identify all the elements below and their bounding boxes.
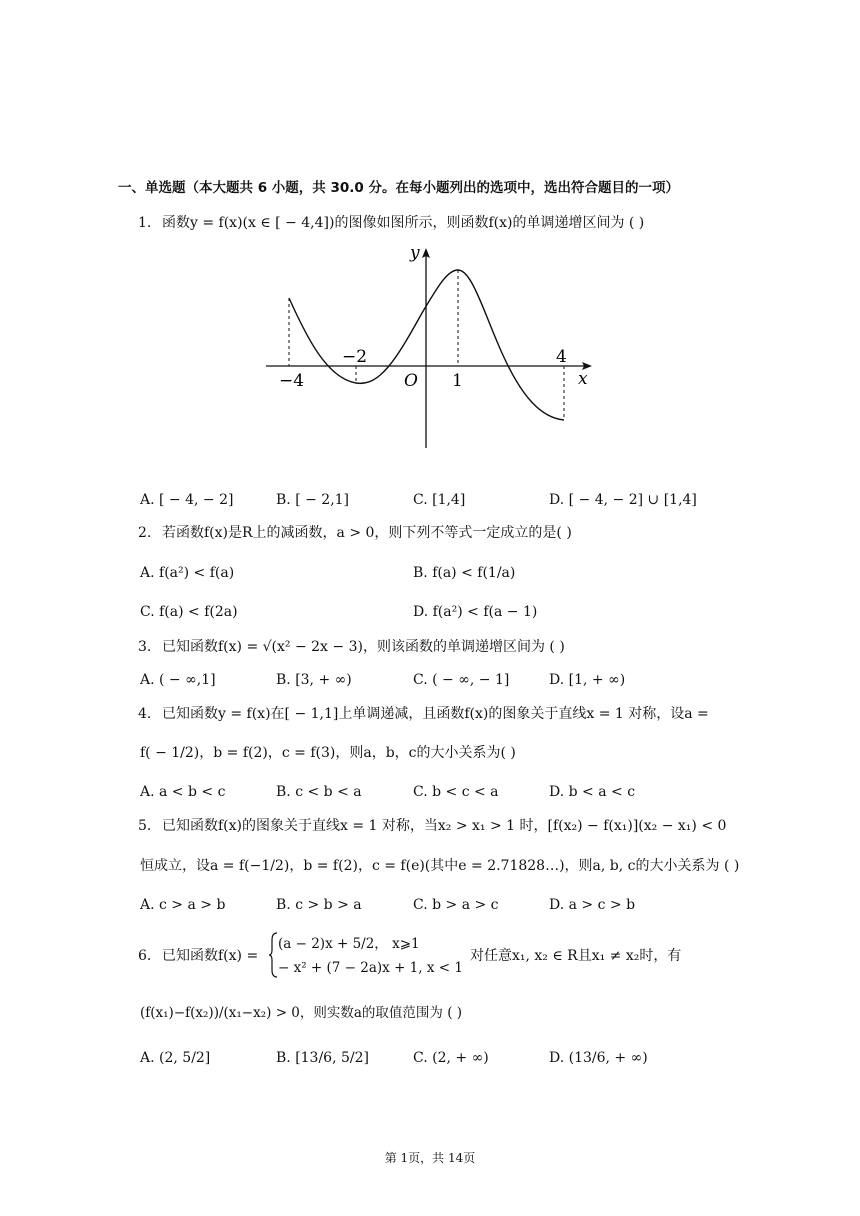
question-4-stem-line1: [138, 704, 709, 724]
tick-label-minus2: −2: [342, 347, 368, 367]
y-axis-label: y: [410, 243, 420, 263]
page-footer: 第 1页，共 14页: [384, 1151, 476, 1165]
q5-option-b[interactable]: B. c > b > a: [276, 897, 362, 913]
piecewise-case-2: − x² + (7 − 2a)x + 1, x < 1: [278, 960, 463, 976]
q6-option-a[interactable]: A. (2, 5/2]: [140, 1050, 211, 1066]
q5-option-a[interactable]: A. c > a > b: [140, 897, 226, 913]
question-number: 5.: [138, 818, 152, 834]
question-6-stem-line2: (f(x₁)−f(x₂))/(x₁−x₂) > 0，则实数a的取值范围为 ( ): [140, 1005, 463, 1021]
q1-option-b[interactable]: B. [ − 2,1]: [276, 492, 350, 508]
question-text: 函数y = f(x)(x ∈ [ − 4,4])的图像如图所示，则函数f(x)的单调递增区间为 ( ): [162, 215, 645, 231]
q4-option-d[interactable]: D. b < a < c: [549, 784, 636, 800]
question-5-stem-line2: 恒成立，设a = f(−1/2)，b = f(2)，c = f(e)(其中e = 2.71828…)，则a, b, c的大小关系为 ( ): [140, 858, 740, 874]
q3-option-a[interactable]: A. ( − ∞,1]: [140, 672, 216, 688]
question-3-stem: [138, 637, 565, 657]
q6-option-b[interactable]: B. [13/6, 5/2]: [276, 1050, 369, 1066]
question-1-stem: [138, 213, 644, 233]
question-number: 4.: [138, 706, 152, 722]
question-text: 已知函数f(x)的图象关于直线x = 1 对称，当x₂ > x₁ > 1 时，[f(x₂) − f(x₁)](x₂ − x₁) < 0: [162, 818, 727, 834]
q1-option-c[interactable]: C. [1,4]: [413, 492, 466, 508]
q3-option-d[interactable]: D. [1, + ∞): [549, 672, 626, 688]
q2-option-b[interactable]: B. f(a) < f(1/a): [413, 565, 516, 581]
question-text: 已知函数y = f(x)在[ − 1,1]上单调递减，且函数f(x)的图象关于直线x = 1 对称，设a =: [162, 706, 709, 722]
q5-option-d[interactable]: D. a > c > b: [549, 897, 636, 913]
question-text: 已知函数f(x) = √(x² − 2x − 3)，则该函数的单调递增区间为 ( ): [162, 639, 565, 655]
q6-option-d[interactable]: D. (13/6, + ∞): [549, 1050, 648, 1066]
question-2-stem: [138, 523, 572, 543]
question-6-stem-suffix: 对任意x₁, x₂ ∈ R且x₁ ≠ x₂时，有: [470, 948, 682, 964]
q2-option-c[interactable]: C. f(a) < f(2a): [140, 604, 238, 620]
tick-label-1: 1: [452, 371, 463, 391]
piecewise-case-1: (a − 2)x + 5/2， x⩾1: [278, 936, 420, 952]
q4-option-b[interactable]: B. c < b < a: [276, 784, 362, 800]
tick-label-minus4: −4: [279, 371, 305, 391]
origin-label: O: [404, 371, 418, 391]
q1-option-d[interactable]: D. [ − 4, − 2] ∪ [1,4]: [549, 492, 697, 508]
q3-option-c[interactable]: C. ( − ∞, − 1]: [413, 672, 510, 688]
q4-option-c[interactable]: C. b < c < a: [413, 784, 499, 800]
q4-option-a[interactable]: A. a < b < c: [140, 784, 226, 800]
question-6-stem-prefix: [138, 946, 258, 966]
question-text: 若函数f(x)是R上的减函数，a > 0，则下列不等式一定成立的是( ): [162, 525, 572, 541]
section-title: 一、单选题（本大题共 6 小题，共 30.0 分。在每小题列出的选项中，选出符合题目的一项）: [118, 180, 680, 196]
x-axis-label: x: [578, 369, 588, 389]
q2-option-d[interactable]: D. f(a²) < f(a − 1): [413, 604, 538, 620]
q1-option-a[interactable]: A. [ − 4, − 2]: [140, 492, 234, 508]
q2-option-a[interactable]: A. f(a²) < f(a): [140, 565, 235, 581]
q6-option-c[interactable]: C. (2, + ∞): [413, 1050, 489, 1066]
question-number: 6.: [138, 948, 152, 964]
piecewise-brace: [268, 932, 278, 978]
function-graph: [262, 238, 602, 453]
q3-option-b[interactable]: B. [3, + ∞): [276, 672, 352, 688]
question-number: 1.: [138, 215, 152, 231]
question-text: 已知函数f(x) =: [162, 948, 259, 964]
tick-label-4: 4: [556, 347, 567, 367]
q5-option-c[interactable]: C. b > a > c: [413, 897, 499, 913]
question-5-stem-line1: [138, 816, 726, 836]
question-4-stem-line2: f( − 1/2)，b = f(2)，c = f(3)，则a，b，c的大小关系为( ): [140, 745, 516, 761]
question-number: 2.: [138, 525, 152, 541]
question-number: 3.: [138, 639, 152, 655]
